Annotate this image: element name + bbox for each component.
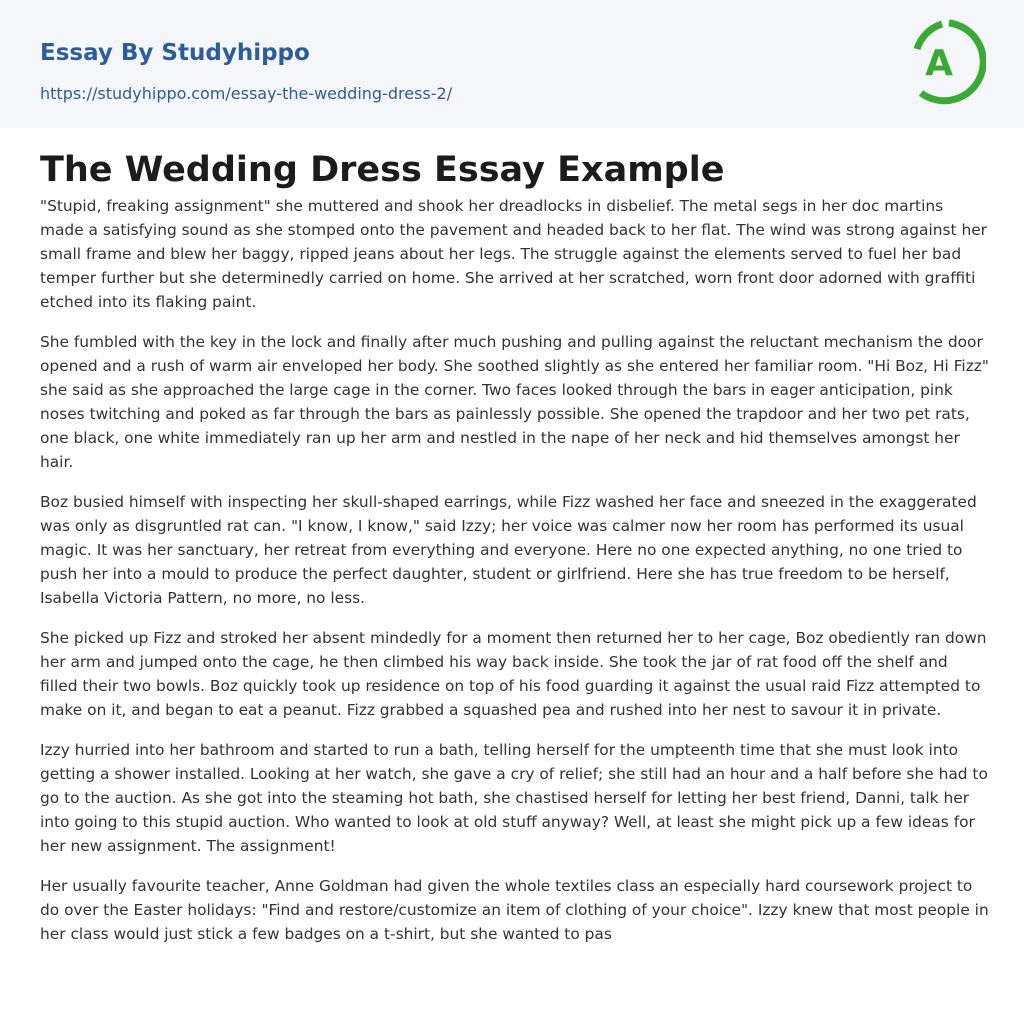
site-title[interactable]: Essay By Studyhippo — [40, 40, 310, 66]
paragraph: Boz busied himself with inspecting her skull-shaped earrings, while Fizz washed her face and sneezed in the exaggerated was only as disgruntled rat can. "I know, I know," said Izzy; her voice was calmer now her room has performed its usual magic. It was her sanctuary, her retreat from everything and everyone. Here no one expected anything, no one tried to push her into a mould to produce the perfect daughter, student or girlfriend. Here she has true freedom to be herself, Isabella Victoria Pattern, no more, no less. — [40, 493, 977, 607]
article — [40, 140, 990, 962]
studyhippo-logo-icon[interactable] — [912, 19, 986, 105]
logo-letter: A — [925, 43, 953, 84]
paragraph: Her usually favourite teacher, Anne Goldman had given the whole textiles class an especially hard coursework project to do over the Easter holidays: "Find and restore/customize an item of clothing of your choice". Izzy knew that most people in her class would just stick a few badges on a t-shirt, but she wanted to pas — [40, 877, 989, 943]
paragraph: "Stupid, freaking assignment" she muttered and shook her dreadlocks in disbelief. The metal segs in her doc martins made a satisfying sound as she stomped onto the pavement and headed back to her flat. The wind was strong against her small frame and blew her baggy, ripped jeans about her legs. The struggle against the elements served to fuel her bad temper further but she determinedly carried on home. She arrived at her scratched, worn front door adorned with graffiti etched into its flaking paint. — [40, 197, 987, 311]
paragraph: She picked up Fizz and stroked her absent mindedly for a moment then returned her to her cage, Boz obediently ran down her arm and jumped onto the cage, he then climbed his way back inside. She took the jar of rat food off the shelf and filled their two bowls. Boz quickly took up residence on top of his food guarding it against the usual raid Fizz attempted to make on it, and began to eat a peanut. Fizz grabbed a squashed pea and rushed into her nest to savour it in private. — [40, 629, 987, 719]
paragraph: She fumbled with the key in the lock and finally after much pushing and pulling against the reluctant mechanism the door opened and a rush of warm air enveloped her body. She soothed slightly as she entered her familiar room. "Hi Boz, Hi Fizz" she said as she approached the large cage in the corner. Two faces looked through the bars in eager anticipation, pink noses twitching and poked as far through the bars as painlessly possible. She opened the trapdoor and her two pet rats, one black, one white immediately ran up her arm and nestled in the nape of her neck and hid themselves amongst her hair. — [40, 333, 989, 471]
paragraph: Izzy hurried into her bathroom and started to run a bath, telling herself for the umpteenth time that she must look into getting a shower installed. Looking at her watch, she gave a cry of relief; she still had an hour and a half before she had to go to the auction. As she got into the steaming hot bath, she chastised herself for letting her best friend, Danni, talk her into going to this stupid auction. Who wanted to look at old stuff anyway? Well, at least she might pick up a few ideas for her new assignment. The assignment! — [40, 741, 988, 855]
site-header — [0, 0, 1024, 128]
page-title: The Wedding Dress Essay Example — [40, 150, 725, 190]
source-url-link[interactable]: https://studyhippo.com/essay-the-wedding-dress-2/ — [40, 84, 453, 103]
